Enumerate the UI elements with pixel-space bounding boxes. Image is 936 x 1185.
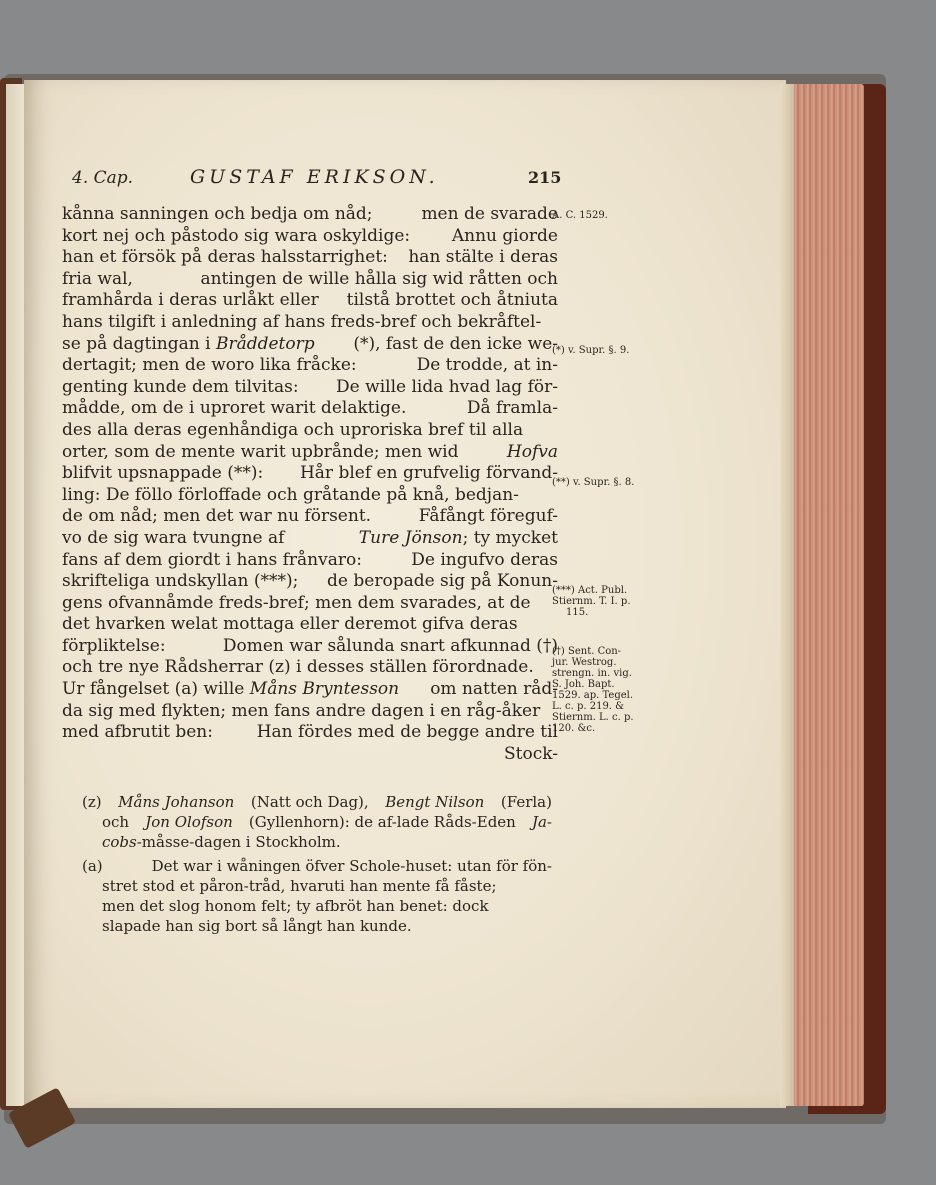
text-line: det hvarken welat mottaga eller deremot gifva deras [62, 614, 518, 635]
text-line: Ur fångelset (a) wille Måns Bryntesson om natten råd- [62, 679, 558, 700]
text-line: förpliktelse: Domen war sålunda snart afkunnad (†) [62, 635, 558, 656]
main-text [62, 204, 558, 765]
text-line: fans af dem giordt i hans frånvaro: De ingufvo deras [62, 549, 558, 570]
text-line: kånna sanningen och bedja om nåd; men de svarade [62, 204, 558, 224]
footnote-line: (a) Det war i wåningen öfver Schole-huset: utan för fön- [82, 857, 552, 875]
margin-note: (†) Sent. Con- jur. Westrog. strengn. in. vig. S. Joh. Bapt. 1529. ap. Tegel. L. c. p. 219. & Stiernm. L. c. p. 120. &c. [552, 646, 634, 734]
text-line: fria wal, antingen de wille hålla sig wid råtten och [62, 268, 558, 289]
footnote-line: cobs -måsse-dagen i Stockholm. [102, 833, 341, 851]
text-line: med afbrutit ben: Han fördes med de begge andre til [62, 722, 558, 743]
text-line: dertagit; men de woro lika fråcke: De trodde, at in- [62, 355, 558, 376]
footnote-line: (z) Måns Johanson (Natt och Dag), Bengt Nilson (Ferla) [82, 793, 552, 811]
margin-note: (*) v. Supr. §. 9. [552, 345, 630, 356]
margin-note: (***) Act. Publ. Stiernm. T. I. p. 115. [552, 585, 631, 618]
text-line: han et försök på deras halsstarrighet: han stälte i deras [62, 247, 558, 268]
text-line: se på dagtingan i Bråddetorp (*), fast de den icke we- [62, 333, 558, 354]
text-line: blifvit upsnappade (**): Hår blef en grufvelig förvand- [62, 463, 558, 484]
text-line: kort nej och påstodo sig wara oskyldige: Annu giorde [62, 225, 558, 246]
text-line: skrifteliga undskyllan (***); de beropade sig på Konun- [62, 571, 558, 592]
left-page-strip [6, 84, 26, 1106]
text-line: hans tilgift i anledning af hans freds-bref och bekråftel- [62, 311, 542, 332]
margin-note: (**) v. Supr. §. 8. [552, 477, 635, 488]
footnote-line: men det slog honom felt; ty afbröt han benet: dock [102, 897, 489, 915]
text-line: genting kunde dem tilvitas: De wille lida hvad lag för- [62, 376, 558, 397]
footnote-line: och Jon Olofson (Gyllenhorn): de af-lade Råds-Eden Ja- [102, 813, 552, 831]
margin-note-year: A. C. 1529. [552, 210, 608, 221]
text-line: mådde, om de i uproret warit delaktige. Då framla- [62, 398, 558, 419]
chapter-label: 4. Cap. [72, 168, 134, 188]
page-edge-shade [780, 84, 794, 1106]
footnote-line: slapade han sig bort så långt han kunde. [102, 917, 412, 935]
running-title: GUSTAF ERIKSON. [190, 166, 439, 188]
running-header [72, 166, 572, 194]
text-line: de om nåd; men det war nu försent. Fåfångt föreguf- [62, 506, 558, 527]
text-line: vo de sig wara tvungne af Ture Jönson; ty mycket [62, 527, 558, 548]
text-line: och tre nye Rådsherrar (z) i desses ställen förordnade. [62, 657, 534, 678]
footnotes [82, 792, 552, 936]
footnote-line: stret stod et påron-tråd, hvaruti han mente få fåste; [102, 877, 497, 895]
page-number: 215 [528, 168, 562, 187]
text-line: gens ofvannåmde freds-bref; men dem svarades, at de [62, 592, 531, 613]
page-edges [788, 84, 864, 1106]
text-line: framhårda i deras urlåkt eller tilstå brottet och åtniuta [62, 290, 558, 311]
catchword: Stock- [504, 743, 558, 764]
text-line: orter, som de mente warit upbrånde; men wid Hofva [62, 441, 558, 462]
text-line: ling: De föllo förloffade och gråtande på knå, bedjan- [62, 484, 519, 505]
text-line: da sig med flykten; men fans andre dagen i en råg-åker [62, 700, 541, 721]
text-line: des alla deras egenhåndiga och uproriska bref til alla [62, 419, 524, 440]
